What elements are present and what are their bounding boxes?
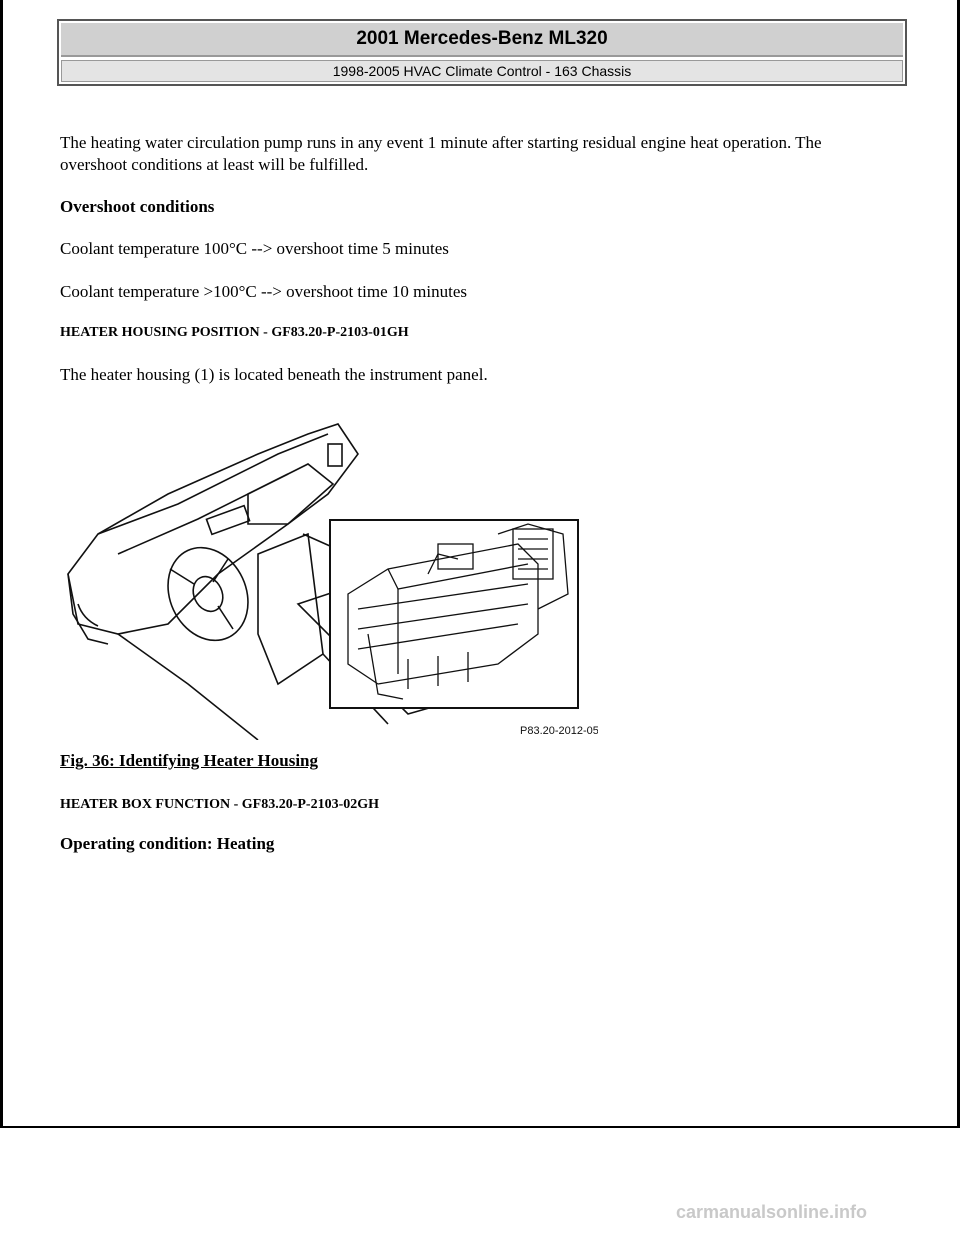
operating-condition-heading: Operating condition: Heating bbox=[60, 834, 275, 853]
watermark-text: carmanualsonline.info bbox=[676, 1202, 868, 1222]
document-title: 2001 Mercedes-Benz ML320 bbox=[61, 23, 903, 57]
page-border-left bbox=[0, 0, 3, 1128]
dashboard-illustration bbox=[58, 394, 598, 740]
section-heading-heater-housing: HEATER HOUSING POSITION - GF83.20-P-2103-01GH bbox=[60, 325, 409, 340]
section-heading-heater-box: HEATER BOX FUNCTION - GF83.20-P-2103-02GH bbox=[60, 797, 380, 812]
document-subtitle: 1998-2005 HVAC Climate Control - 163 Chassis bbox=[61, 60, 903, 82]
figure-caption[interactable]: Fig. 36: Identifying Heater Housing bbox=[60, 751, 318, 770]
paragraph-line-2: overshoot conditions at least will be fulfilled. bbox=[60, 155, 369, 174]
page-border-bottom bbox=[0, 1126, 960, 1128]
heater-housing-figure bbox=[58, 394, 598, 740]
paragraph-line-1: The heating water circulation pump runs in any event 1 minute after starting residual engine heat operation. The bbox=[60, 133, 822, 152]
overshoot-heading: Overshoot conditions bbox=[60, 197, 215, 216]
figure-code: P83.20-2012-05 bbox=[520, 725, 598, 737]
overshoot-condition-2: Coolant temperature >100°C --> overshoot time 10 minutes bbox=[60, 282, 467, 301]
overshoot-condition-1: Coolant temperature 100°C --> overshoot time 5 minutes bbox=[60, 239, 449, 258]
heater-housing-text: The heater housing (1) is located beneath the instrument panel. bbox=[60, 365, 488, 384]
document-header bbox=[57, 19, 907, 86]
